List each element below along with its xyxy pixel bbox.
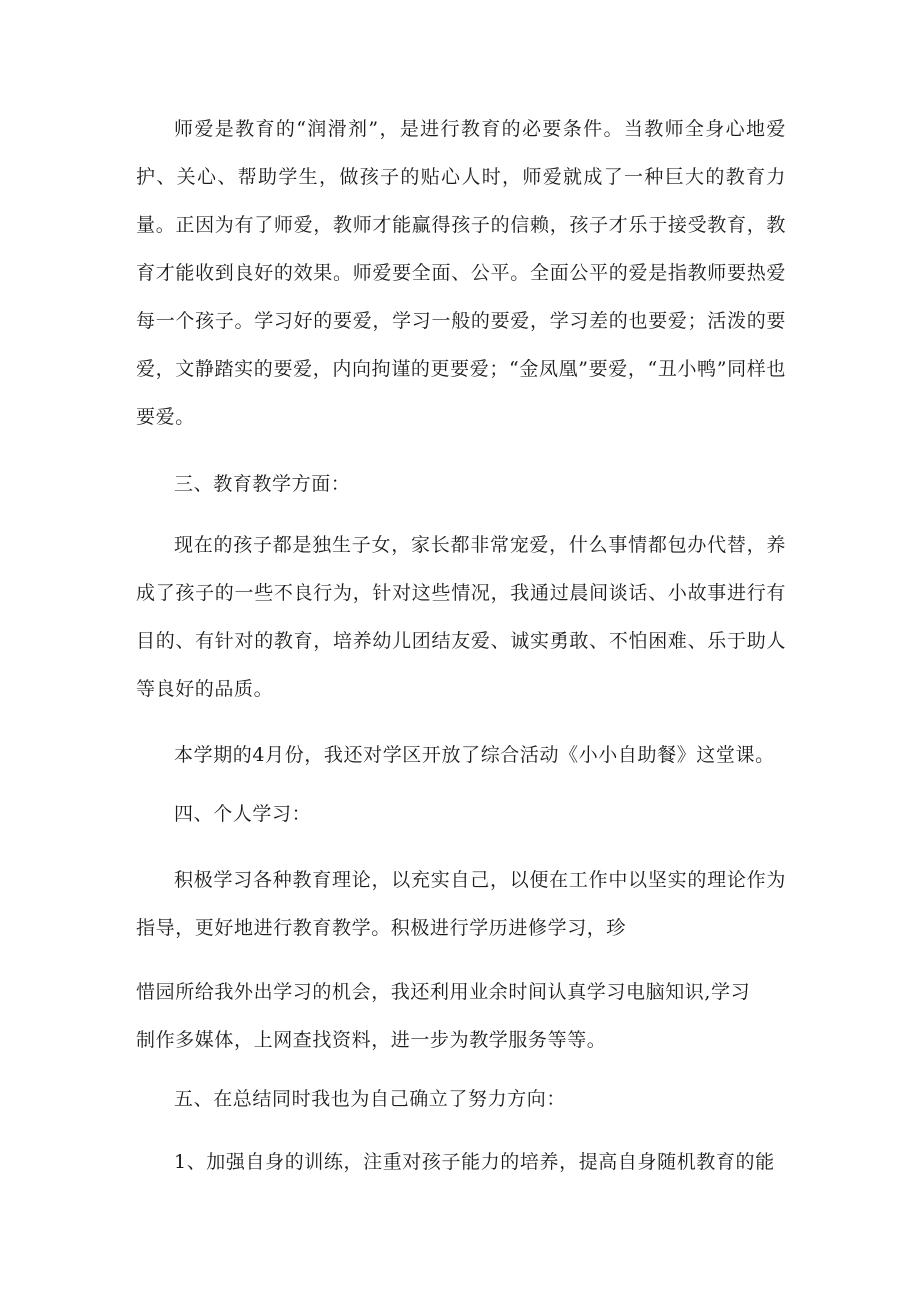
section-heading-teaching: 三、教育教学方面：	[174, 473, 351, 495]
paragraph-open-class: 本学期的4月份，我还对学区开放了综合活动《小小自助餐》这堂课。	[174, 744, 775, 766]
paragraph-teacher-love: 师爱是教育的“润滑剂”，是进行教育的必要条件。当教师全身心地爱护、关心、帮助学生，做孩子的贴心人时，师爱就成了一种巨大的教育力量。正因为有了师爱，教师才能赢得孩子的信赖，孩子才乐于接受教育，教育才能收到良好的效果。师爱要全面、公平。全面公平的爱是指教师要热爱每一个孩子。学习好的要爱，学习一般的要爱，学习差的也要爱；活泼的要爱，文静踏实的要爱，内向拘谨的更要爱；“金凤凰”要爱，“丑小鸭”同样也要爱。	[136, 118, 786, 428]
paragraph-study-theory: 积极学习各种教育理论，以充实自己，以便在工作中以坚实的理论作为指导，更好地进行教育教学。积极进行学历进修学习，珍	[136, 869, 786, 939]
paragraph-study-continued	[136, 968, 786, 1064]
list-item-training: 1、加强自身的训练，注重对孩子能力的培养，提高自身随机教育的能	[174, 1151, 775, 1173]
paragraph-line: 惜园所给我外出学习的机会，我还利用业余时间认真学习电脑知识,学习	[136, 981, 751, 1003]
section-heading-personal-study: 四、个人学习：	[174, 803, 312, 825]
paragraph-line: 制作多媒体，上网查找资料，进一步为教学服务等等。	[136, 1029, 607, 1051]
paragraph-only-children: 现在的孩子都是独生子女，家长都非常宠爱，什么事情都包办代替，养成了孩子的一些不良行为，针对这些情况，我通过晨间谈话、小故事进行有目的、有针对的教育，培养幼儿团结友爱、诚实勇敢、不怕困难、乐于助人等良好的品质。	[136, 534, 786, 700]
section-heading-direction: 五、在总结同时我也为自己确立了努力方向：	[174, 1088, 567, 1110]
